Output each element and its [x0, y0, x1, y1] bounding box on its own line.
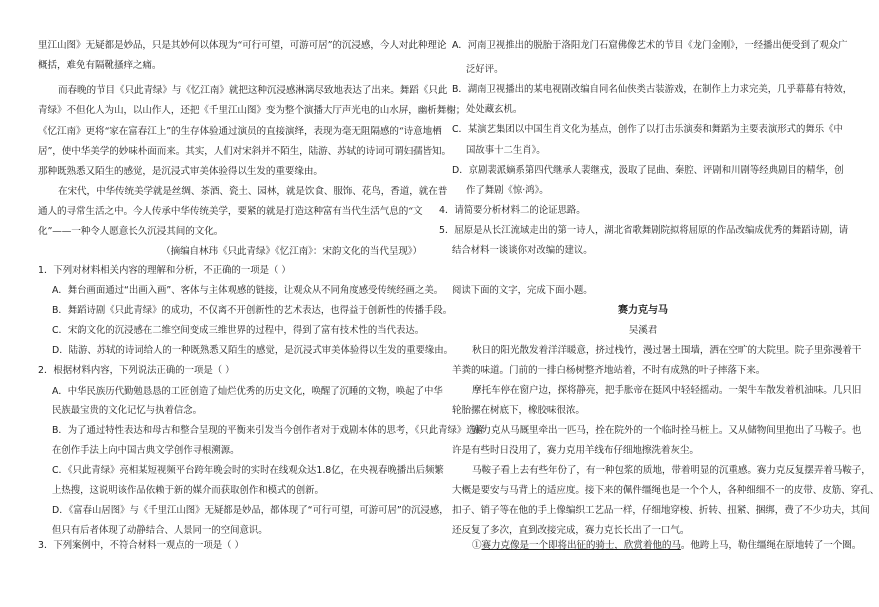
story-title: 赛力克与马 [618, 305, 668, 316]
marker-1: ① [472, 540, 482, 551]
story-line: 扣子、销子等在他的手上像编织工艺品一样，仔细地穿梭、折转、扭紧、捆绑，费了不少功夫，其间 [452, 505, 870, 516]
question-5-cont: 结合材料一谈谈你对改编的建议。 [452, 245, 593, 256]
passage-line: 在宋代，中华传统美学就是丝绸、茶酒、瓷土、园林，就是饮食、服饰、花鸟，香道，就在普 [58, 186, 448, 197]
q3-option-b: B．湖南卫视播出的某电视剧改编自同名仙侠类古装游戏，在制作上力求完美，几乎幕幕有特效， [452, 84, 853, 95]
story-line: 许是有些时日没用了，赛力克用羊线布仔细地擦洗着灰尘。 [452, 445, 699, 456]
question-2: 2．根据材料内容，下列说法正确的一项是（ ） [38, 365, 235, 376]
passage-line: 通人的寻常生活之中。今人传承中华传统美学，要紧的就是打造这种富有当代生活气息的“文 [38, 206, 423, 217]
q2-option-b-cont: 在创作手法上向中国古典文学创作寻根溯源。 [52, 445, 240, 456]
story-line: 秋日的阳光散发着洋洋暖意，挤过栈竹，漫过暑土围墙，洒在空旷的大院里。院子里弥漫着干 [472, 345, 862, 356]
q1-option-b: B．舞蹈诗剧《只此青绿》的成功，不仅离不开创新性的艺术表达，也得益于创新性的传播手段。 [52, 305, 453, 316]
story-line: 摩托车停在窗户边，探将静亮，把手胀帝在挺风中轻轻摇动。一架牛车散发着机油味。几只旧 [472, 385, 862, 396]
story-line: 轮胎摞在树底下，橡胶味很浓。 [452, 405, 585, 416]
q3-option-c: C．某演艺集团以中国生肖文化为基点，创作了以打击乐演奏和舞蹈为主要表演形式的舞乐《中 [452, 124, 843, 135]
story-line: 羊粪的味道。门前的一排白杨树整齐地站着，不时有成熟的叶子摔落下来。 [452, 365, 766, 376]
passage-line: 那种既熟悉又陌生的感觉，是沉浸式审美体验得以生发的重要缘由。 [38, 166, 323, 177]
passage-line: 化”——一种令人愿意长久沉浸其间的文化。 [38, 226, 224, 237]
q2-option-b: B．为了通过特性表达和母古和整合呈现的平衡来引发当今创作者对于戏剧本体的思考，《只此青绿》选择 [52, 425, 485, 436]
q3-option-a: A．河南卫视推出的脱胎于洛阳龙门石窟佛像艺术的节目《龙门金刚》，一经播出便受到了观众广 [452, 40, 848, 51]
passage-line: 青绿》不但化人为山，以山作人，还把《千里江山图》变为整个演播大厅声光电的山水屏，幽析舞榭； [38, 105, 466, 116]
q3-option-a-cont: 泛好评。 [466, 64, 504, 75]
passage-line: 居”，使中华美学的妙味朴面而来。其实，人们对宋斜并不陌生，陆游、苏轼的诗词可谓妇孺皆知。 [38, 146, 452, 157]
q2-option-d-cont: 但只有后者体现了动静结合、人景同一的空间意识。 [52, 525, 268, 536]
story-line-underlined [452, 540, 862, 552]
underlined-sentence: 赛力克像是一个即将出征的骑士，欣赏着他的马 [481, 540, 681, 551]
story-line: 大概是要安与马背上的适应度。接下来的佩件缰绳也是一个个人，各种细细不一的皮带、皮筋、穿孔、 [452, 485, 879, 496]
story-line: 还反复了多次，直到改接完成，赛力克长长出了一口气。 [452, 525, 690, 536]
q2-option-d: D．《富春山居图》与《千里江山图》无疑都是妙品，都体现了“可行可望，可游可居”的沉浸感， [52, 505, 449, 516]
passage-line: 里江山图》无疑都是妙品，只是其妙何以体现为“可行可望，可游可居”的沉浸感，今人对此种理论 [38, 40, 447, 51]
question-4: 4．请简要分析材料二的论证思路。 [439, 205, 586, 216]
q2-option-a: A．中华民族历代勤勉恳恳的工匠创造了灿烂优秀的历史文化，唤醒了沉睡的文物，唤起了中华 [52, 386, 443, 397]
q2-option-a-cont: 民族最宝贵的文化记忆与执着信念。 [52, 405, 203, 416]
q3-option-d-cont: 作了舞剧《惊·鸿》。 [466, 185, 549, 196]
story-line: 马鞍子看上去有些年份了，有一种包浆的质地，带着明显的沉重感。赛力克反复摆弄着马鞍子， [472, 465, 871, 476]
question-3: 3．下列案例中，不符合材料一观点的一项是（ ） [38, 540, 244, 551]
story-author: 吴溪君 [628, 325, 658, 336]
q2-option-c-cont: 上热搜，这说明该作品依赖于新的媒介而获取创作和模式的创新。 [52, 485, 324, 496]
passage-line: 概括，难免有隔靴搔痒之痛。 [38, 60, 162, 71]
source-citation: （摘编自林玮《只此青绿》《忆江南》：宋韵文化的当代呈现》） [161, 246, 422, 257]
reading-intro: 阅读下面的文字，完成下面小题。 [452, 285, 593, 296]
story-line: 赛力克从马厩里牵出一匹马，拴在院外的一个临时拴马桩上。又从储物间里抱出了马鞍子。也 [472, 425, 862, 436]
q1-option-a: A．舞台画面通过“出画入画”、客体与主体观感的链接，让观众从不同角度感受传统经画之美。 [52, 285, 444, 296]
question-1: 1．下列对材料相关内容的理解和分析，不正确的一项是（ ） [38, 265, 291, 276]
q1-option-c: C．宋韵文化的沉浸感在二维空间变成三维世界的过程中，得到了富有技术性的当代表达。 [52, 325, 425, 336]
passage-line: 《忆江南》更将“家在富春江上”的生存体验通过演员的直接演绎，表现为毫无阻隔感的“诗意地栖 [38, 126, 442, 137]
sentence-rest: 。他跨上马，勒住缰绳在原地转了一个圈。 [680, 540, 862, 551]
q1-option-d: D．陆游、苏轼的诗词给人的一种既熟悉又陌生的感觉，是沉浸式审美体验得以生发的重要缘由。 [52, 345, 453, 356]
passage-line: 而春晚的节目《只此青绿》与《忆江南》就把这种沉浸感淋漓尽致地表达了出来。舞蹈《只此 [58, 85, 448, 96]
q3-option-b-cont: 处处藏玄机。 [466, 104, 523, 115]
question-5: 5．屈原是从长江流域走出的第一诗人，湖北省歌舞剧院拟将屈原的作品改编成优秀的舞蹈诗剧，请 [439, 225, 849, 236]
q2-option-c: C．《只此青绿》亮相某短视频平台跨年晚会时的实时在线观众达1.8亿，在央视春晚播出后频繁 [52, 465, 444, 476]
q3-option-c-cont: 国故事十二生肖》。 [466, 145, 546, 156]
q3-option-d: D．京剧裴派嫡系第四代继承人裴继戎，汲取了昆曲、秦腔、评剧和川剧等经典剧目的精华，创 [452, 165, 844, 176]
